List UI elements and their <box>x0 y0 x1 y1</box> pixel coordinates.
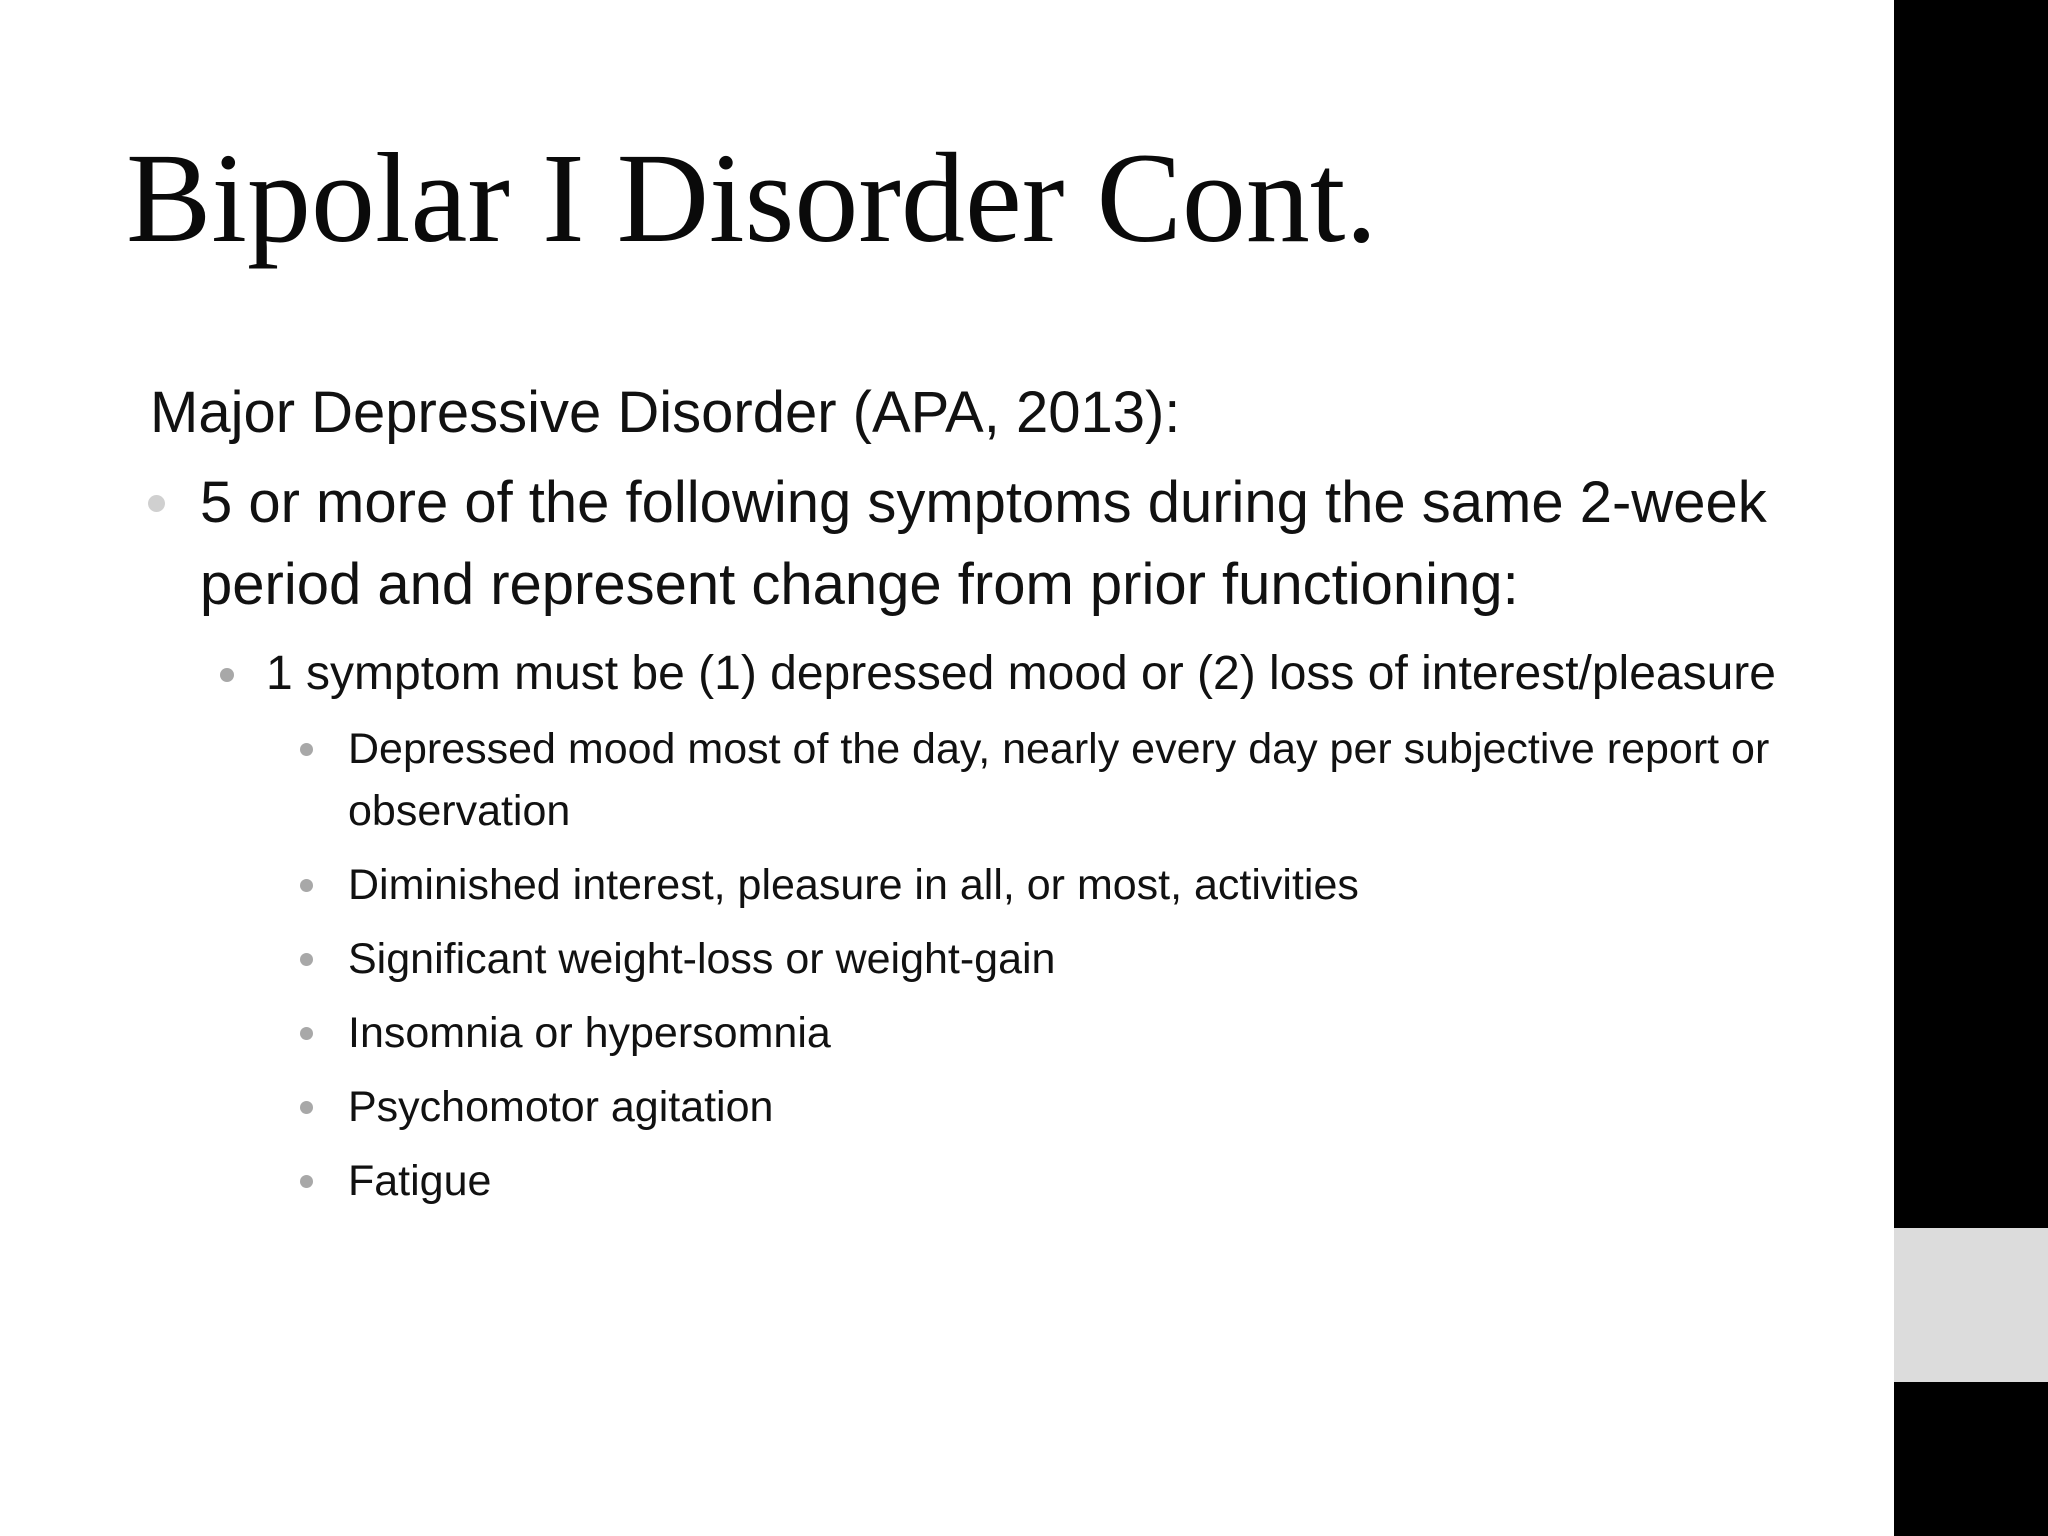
side-bar-accent <box>1894 1228 2048 1382</box>
bullet-level-1 <box>150 462 1790 626</box>
symptom-text: Diminished interest, pleasure in all, or most, activities <box>348 861 1359 909</box>
bullet-dot-icon <box>300 1027 313 1040</box>
bullet-dot-icon <box>300 879 313 892</box>
bullet-dot-icon <box>300 1101 313 1114</box>
bullet-dot-icon <box>300 1175 313 1188</box>
bullet-dot-icon <box>148 495 165 512</box>
symptom-text: Significant weight-loss or weight-gain <box>348 935 1056 983</box>
symptom-text: Insomnia or hypersomnia <box>348 1009 831 1057</box>
symptom-item <box>348 1002 1790 1064</box>
bullet-dot-icon <box>300 743 313 756</box>
slide-content <box>150 376 1790 1224</box>
symptom-item <box>348 854 1790 916</box>
slide-title: Bipolar I Disorder Cont. <box>126 127 1378 269</box>
symptom-list <box>348 718 1790 1212</box>
symptom-text: Depressed mood most of the day, nearly every day per subjective report or observation <box>348 725 1770 835</box>
symptom-item <box>348 1076 1790 1138</box>
symptom-item <box>348 718 1790 842</box>
bullet-dot-icon <box>300 953 313 966</box>
symptom-item <box>348 928 1790 990</box>
symptom-text: Fatigue <box>348 1157 492 1205</box>
symptom-text: Psychomotor agitation <box>348 1083 774 1131</box>
bullet-dot-icon <box>220 668 234 682</box>
bullet-level-2 <box>266 640 1790 708</box>
intro-heading: Major Depressive Disorder (APA, 2013): <box>150 380 1181 445</box>
bullet-level-1-text: 5 or more of the following symptoms during the same 2-week period and represent change from prior functioning: <box>200 470 1767 617</box>
symptom-item <box>348 1150 1790 1212</box>
bullet-level-2-text: 1 symptom must be (1) depressed mood or (2) loss of interest/pleasure <box>266 647 1776 700</box>
